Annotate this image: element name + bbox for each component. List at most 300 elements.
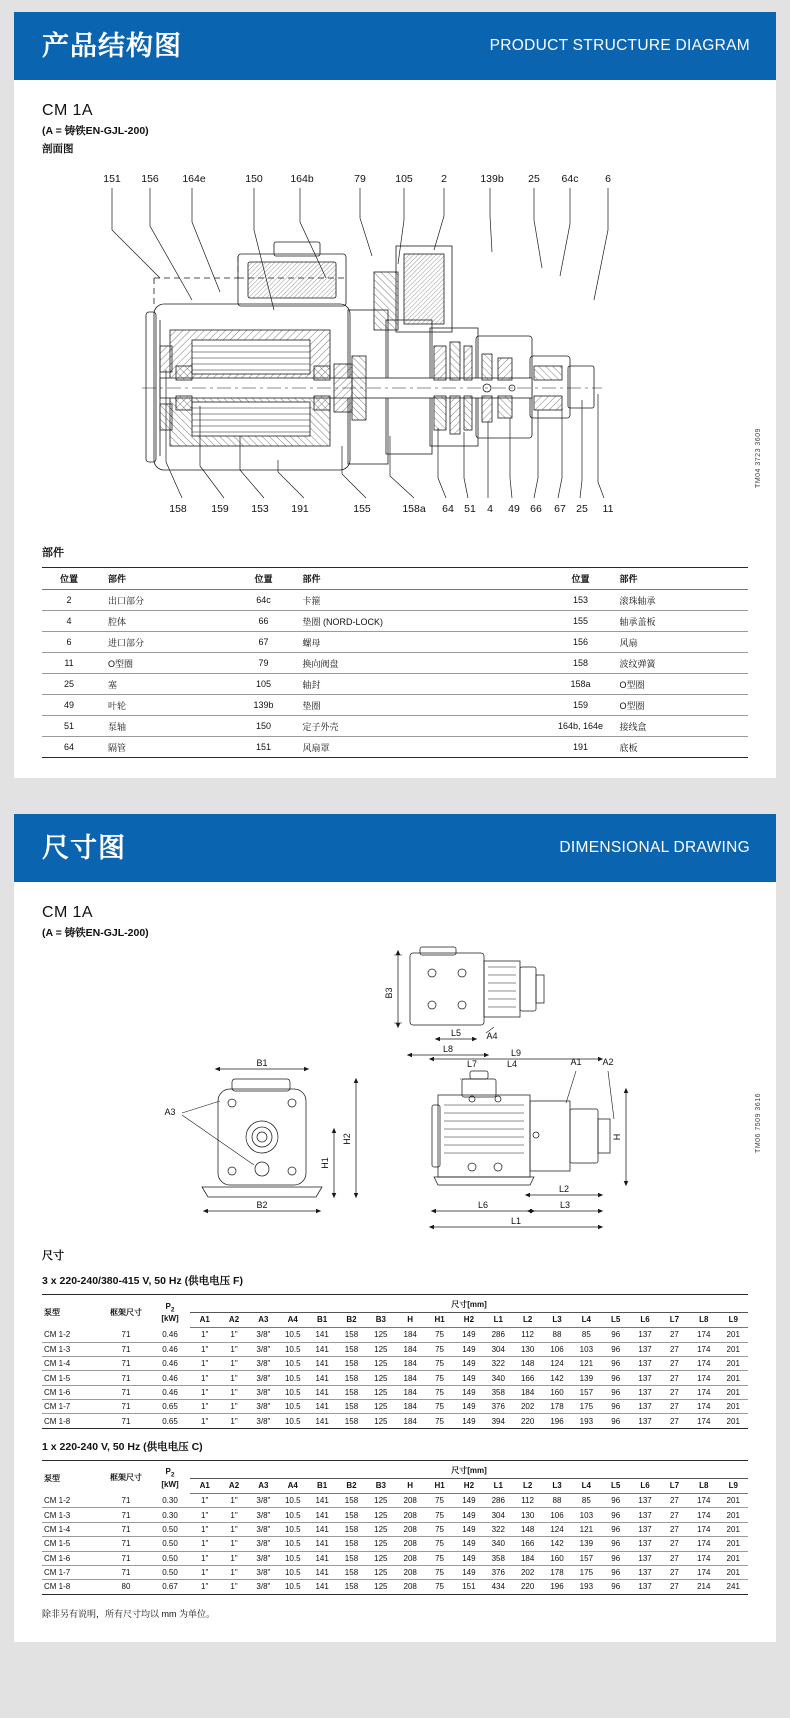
cell-dimension-a1: 1" — [190, 1385, 219, 1399]
cell-dimension-a3: 3/8" — [249, 1371, 278, 1385]
col-header-l5: L5 — [601, 1313, 630, 1328]
svg-text:153: 153 — [251, 503, 269, 515]
cell-dimension-h1: 75 — [425, 1537, 454, 1551]
cell-dimension-l1: 394 — [484, 1414, 513, 1428]
part-name: O型圈 — [96, 653, 236, 674]
callout-labels-top — [103, 173, 611, 185]
svg-text:191: 191 — [291, 503, 309, 515]
part-name: 塞 — [96, 674, 236, 695]
part-name: 波纹弹簧 — [607, 653, 748, 674]
cell-dimension-l9: 201 — [718, 1565, 748, 1579]
svg-text:H1: H1 — [320, 1157, 330, 1169]
part-name: 隔管 — [96, 737, 236, 758]
dimension-header-row-group — [42, 1295, 748, 1313]
svg-text:11: 11 — [602, 503, 614, 515]
cell-dimension-l2: 184 — [513, 1385, 542, 1399]
cell-dimension-l1: 340 — [484, 1371, 513, 1385]
parts-header-row — [42, 568, 748, 590]
cell-dimension-l3: 160 — [542, 1385, 571, 1399]
part-position: 2 — [42, 590, 96, 611]
cell-dimension-l3: 88 — [542, 1328, 571, 1342]
svg-text:L8: L8 — [442, 1044, 454, 1054]
cell-dimension-l2: 202 — [513, 1400, 542, 1414]
cell-dimension-h1: 75 — [425, 1508, 454, 1522]
cell-dimension-a3: 3/8" — [249, 1565, 278, 1579]
cell-frame-size: 80 — [102, 1580, 150, 1594]
part-position: 164b, 164e — [553, 716, 607, 737]
col-header-h2: H2 — [454, 1313, 483, 1328]
cell-dimension-l5: 96 — [601, 1537, 630, 1551]
cell-dimension-a4: 10.5 — [278, 1328, 307, 1342]
cell-dimension-l9: 201 — [718, 1522, 748, 1536]
col-header-l3: L3 — [542, 1313, 571, 1328]
cell-dimension-a3: 3/8" — [249, 1580, 278, 1594]
svg-text:A2: A2 — [602, 1057, 614, 1067]
svg-text:4: 4 — [487, 503, 493, 515]
cell-dimension-l3: 106 — [542, 1342, 571, 1356]
svg-text:L3: L3 — [559, 1200, 571, 1210]
svg-text:150: 150 — [245, 173, 263, 185]
cell-dimension-l1: 304 — [484, 1508, 513, 1522]
cell-dimension-l7: 27 — [660, 1522, 689, 1536]
col-header-p2-power — [150, 1460, 190, 1493]
cell-dimension-l5: 96 — [601, 1371, 630, 1385]
cell-dimension-b2: 158 — [337, 1537, 366, 1551]
cell-pump-model: CM 1-7 — [42, 1400, 102, 1414]
cell-pump-model: CM 1-2 — [42, 1494, 102, 1508]
section2-header-band — [14, 814, 776, 882]
cell-dimension-b2: 158 — [337, 1551, 366, 1565]
section-divider-spacer — [0, 778, 790, 814]
cell-dimension-l4: 175 — [572, 1565, 601, 1579]
cell-frame-size: 71 — [102, 1328, 150, 1342]
cell-dimension-b1: 141 — [307, 1356, 336, 1370]
cell-dimension-l2: 220 — [513, 1414, 542, 1428]
top-spacer — [0, 0, 790, 12]
svg-text:B3: B3 — [384, 987, 394, 999]
cell-dimension-l3: 178 — [542, 1400, 571, 1414]
col-header-a4: A4 — [278, 1313, 307, 1328]
cell-pump-model: CM 1-6 — [42, 1551, 102, 1565]
svg-text:H2: H2 — [342, 1133, 352, 1145]
cell-dimension-a2: 1" — [219, 1328, 248, 1342]
cell-dimension-a4: 10.5 — [278, 1400, 307, 1414]
col-header-b3: B3 — [366, 1478, 395, 1493]
cell-dimension-a2: 1" — [219, 1414, 248, 1428]
cell-dimension-a4: 10.5 — [278, 1356, 307, 1370]
cell-dimension-l2: 166 — [513, 1537, 542, 1551]
cell-dimension-b3: 125 — [366, 1537, 395, 1551]
cell-p2-power: 0.30 — [150, 1508, 190, 1522]
cell-dimension-b2: 158 — [337, 1414, 366, 1428]
table-row — [42, 1414, 748, 1428]
cell-dimension-l4: 193 — [572, 1580, 601, 1594]
cell-dimension-l5: 96 — [601, 1356, 630, 1370]
svg-text:H: H — [612, 1133, 622, 1141]
col-header-frame-size: 框架尺寸 — [102, 1295, 150, 1328]
table-row — [42, 737, 748, 758]
col-header-l8: L8 — [689, 1478, 718, 1493]
col-header-h1: H1 — [425, 1478, 454, 1493]
section2-tm-code: TM06 7509 3616 — [755, 1093, 762, 1153]
col-header-a1: A1 — [190, 1478, 219, 1493]
cell-dimension-l7: 27 — [660, 1385, 689, 1399]
cell-dimension-a1: 1" — [190, 1508, 219, 1522]
cell-dimension-b3: 125 — [366, 1342, 395, 1356]
cell-pump-model: CM 1-3 — [42, 1508, 102, 1522]
section2-title-en: DIMENSIONAL DRAWING — [559, 839, 750, 856]
dimensions-heading: 尺寸 — [42, 1250, 64, 1262]
cell-dimension-h: 208 — [396, 1580, 425, 1594]
part-name: 轴封 — [290, 674, 553, 695]
cell-dimension-l8: 174 — [689, 1328, 718, 1342]
section1-body — [14, 80, 776, 778]
cell-dimension-a1: 1" — [190, 1565, 219, 1579]
cell-dimension-h2: 149 — [454, 1400, 483, 1414]
cell-dimension-b2: 158 — [337, 1508, 366, 1522]
svg-text:158: 158 — [169, 503, 187, 515]
svg-text:156: 156 — [141, 173, 159, 185]
cell-dimension-l7: 27 — [660, 1371, 689, 1385]
cell-dimension-l5: 96 — [601, 1551, 630, 1565]
section1-view-label: 剖面图 — [42, 143, 74, 155]
svg-text:L7: L7 — [466, 1059, 478, 1069]
parts-col-name-1: 部件 — [96, 568, 236, 590]
section1-title-en: PRODUCT STRUCTURE DIAGRAM — [489, 37, 750, 54]
table-row — [42, 695, 748, 716]
cell-dimension-h1: 75 — [425, 1371, 454, 1385]
cell-dimension-a4: 10.5 — [278, 1580, 307, 1594]
callout-leaders-top — [112, 188, 608, 310]
cell-pump-model: CM 1-8 — [42, 1580, 102, 1594]
cell-dimension-b1: 141 — [307, 1508, 336, 1522]
cell-dimension-l6: 137 — [630, 1537, 659, 1551]
cell-dimension-l6: 137 — [630, 1551, 659, 1565]
cell-pump-model: CM 1-5 — [42, 1371, 102, 1385]
cell-dimension-l9: 201 — [718, 1371, 748, 1385]
bottom-spacer — [0, 1642, 790, 1656]
cell-p2-power: 0.46 — [150, 1328, 190, 1342]
cell-frame-size: 71 — [102, 1522, 150, 1536]
part-name: 定子外壳 — [290, 716, 553, 737]
cell-dimension-l2: 112 — [513, 1494, 542, 1508]
part-name: 卡箍 — [290, 590, 553, 611]
cell-dimension-l7: 27 — [660, 1551, 689, 1565]
cell-dimension-b3: 125 — [366, 1551, 395, 1565]
cell-dimension-l8: 174 — [689, 1508, 718, 1522]
part-name: 进口部分 — [96, 632, 236, 653]
cell-dimension-l6: 137 — [630, 1522, 659, 1536]
cell-dimension-a1: 1" — [190, 1551, 219, 1565]
part-position: 79 — [236, 653, 290, 674]
cell-dimension-l4: 157 — [572, 1385, 601, 1399]
cell-dimension-a1: 1" — [190, 1342, 219, 1356]
section2-title-cn: 尺寸图 — [42, 832, 126, 863]
cell-dimension-l9: 241 — [718, 1580, 748, 1594]
cell-dimension-b3: 125 — [366, 1508, 395, 1522]
table-row — [42, 716, 748, 737]
svg-text:L4: L4 — [506, 1059, 518, 1069]
section2-model-name: CM 1A — [42, 904, 93, 921]
section1-material-note: (A = 铸铁EN-GJL-200) — [42, 125, 149, 137]
col-header-a2: A2 — [219, 1313, 248, 1328]
parts-col-pos-1: 位置 — [42, 568, 96, 590]
cell-dimension-b3: 125 — [366, 1400, 395, 1414]
cell-dimension-l9: 201 — [718, 1328, 748, 1342]
cell-dimension-a3: 3/8" — [249, 1508, 278, 1522]
cell-dimension-l7: 27 — [660, 1508, 689, 1522]
cell-pump-model: CM 1-6 — [42, 1385, 102, 1399]
cell-dimension-h2: 149 — [454, 1414, 483, 1428]
col-header-h1: H1 — [425, 1313, 454, 1328]
p2-unit: [kW] — [161, 1479, 179, 1489]
dimension-table — [42, 1294, 748, 1429]
svg-text:158a: 158a — [402, 503, 426, 515]
part-name: 垫圈 — [290, 695, 553, 716]
dimensions-footnote: 除非另有说明，所有尺寸均以 mm 为单位。 — [42, 1608, 215, 1619]
cell-dimension-b1: 141 — [307, 1565, 336, 1579]
cell-dimension-h: 184 — [396, 1328, 425, 1342]
cell-dimension-a3: 3/8" — [249, 1494, 278, 1508]
table-row — [42, 1508, 748, 1522]
cell-dimension-l1: 322 — [484, 1356, 513, 1370]
cell-dimension-h2: 149 — [454, 1551, 483, 1565]
cell-dimension-l4: 157 — [572, 1551, 601, 1565]
cell-dimension-l6: 137 — [630, 1414, 659, 1428]
cell-dimension-a4: 10.5 — [278, 1551, 307, 1565]
section1-title-cn: 产品结构图 — [42, 30, 182, 61]
col-header-b2: B2 — [337, 1478, 366, 1493]
cell-dimension-b1: 141 — [307, 1537, 336, 1551]
col-header-a2: A2 — [219, 1478, 248, 1493]
part-position: 6 — [42, 632, 96, 653]
cell-frame-size: 71 — [102, 1494, 150, 1508]
cell-dimension-h: 208 — [396, 1551, 425, 1565]
cell-dimension-l8: 174 — [689, 1537, 718, 1551]
cell-dimension-l9: 201 — [718, 1537, 748, 1551]
cell-dimension-l9: 201 — [718, 1508, 748, 1522]
cell-dimension-l9: 201 — [718, 1551, 748, 1565]
parts-table-head — [42, 568, 748, 590]
section2-body — [14, 882, 776, 1642]
cell-dimension-l1: 286 — [484, 1494, 513, 1508]
cell-dimension-l7: 27 — [660, 1400, 689, 1414]
table-row — [42, 1522, 748, 1536]
cell-dimension-l6: 137 — [630, 1342, 659, 1356]
cell-dimension-l1: 434 — [484, 1580, 513, 1594]
dimensional-drawing — [42, 943, 762, 1233]
col-header-l7: L7 — [660, 1313, 689, 1328]
parts-col-pos-3: 位置 — [553, 568, 607, 590]
cell-dimension-h2: 149 — [454, 1342, 483, 1356]
cell-pump-model: CM 1-8 — [42, 1414, 102, 1428]
col-header-l4: L4 — [572, 1313, 601, 1328]
svg-text:A3: A3 — [164, 1107, 176, 1117]
p2-subscript: 2 — [170, 1472, 175, 1480]
cell-dimension-h2: 149 — [454, 1494, 483, 1508]
cell-dimension-b3: 125 — [366, 1522, 395, 1536]
cell-dimension-a4: 10.5 — [278, 1342, 307, 1356]
part-name: 接线盒 — [607, 716, 748, 737]
cell-dimension-l6: 137 — [630, 1371, 659, 1385]
cell-dimension-l6: 137 — [630, 1494, 659, 1508]
cell-dimension-b2: 158 — [337, 1580, 366, 1594]
cell-dimension-b1: 141 — [307, 1551, 336, 1565]
cell-p2-power: 0.65 — [150, 1414, 190, 1428]
cell-dimension-l2: 148 — [513, 1356, 542, 1370]
cell-dimension-b1: 141 — [307, 1342, 336, 1356]
col-header-a3: A3 — [249, 1313, 278, 1328]
cell-dimension-l8: 174 — [689, 1551, 718, 1565]
cell-dimension-h2: 149 — [454, 1565, 483, 1579]
table-row — [42, 590, 748, 611]
cell-dimension-a3: 3/8" — [249, 1342, 278, 1356]
cell-dimension-b1: 141 — [307, 1414, 336, 1428]
cell-dimension-b2: 158 — [337, 1328, 366, 1342]
cell-dimension-b2: 158 — [337, 1494, 366, 1508]
cell-dimension-l6: 137 — [630, 1356, 659, 1370]
col-header-h: H — [396, 1478, 425, 1493]
cell-dimension-l8: 174 — [689, 1494, 718, 1508]
p2-subscript: 2 — [170, 1306, 175, 1314]
section1-tm-code: TM04 3723 3609 — [755, 428, 762, 488]
cell-dimension-h1: 75 — [425, 1328, 454, 1342]
table-row — [42, 1371, 748, 1385]
cell-dimension-l7: 27 — [660, 1342, 689, 1356]
cell-dimension-a1: 1" — [190, 1400, 219, 1414]
cell-dimension-h1: 75 — [425, 1342, 454, 1356]
cell-dimension-l4: 121 — [572, 1522, 601, 1536]
cell-dimension-l4: 103 — [572, 1342, 601, 1356]
cell-dimension-l3: 124 — [542, 1356, 571, 1370]
cell-dimension-h: 208 — [396, 1494, 425, 1508]
cell-dimension-a4: 10.5 — [278, 1565, 307, 1579]
cell-dimension-l4: 193 — [572, 1414, 601, 1428]
cell-dimension-a2: 1" — [219, 1522, 248, 1536]
col-header-h2: H2 — [454, 1478, 483, 1493]
section-product-structure — [14, 12, 776, 778]
p2-symbol: $P_2$ — [165, 1467, 175, 1480]
cell-dimension-l3: 106 — [542, 1508, 571, 1522]
cell-dimension-l3: 142 — [542, 1537, 571, 1551]
svg-text:L6: L6 — [477, 1200, 489, 1210]
cell-pump-model: CM 1-3 — [42, 1342, 102, 1356]
p2-symbol: $P_2$ — [165, 1301, 175, 1314]
cell-p2-power: 0.50 — [150, 1565, 190, 1579]
cell-dimension-h: 184 — [396, 1400, 425, 1414]
cell-dimension-b2: 158 — [337, 1400, 366, 1414]
cell-dimension-a1: 1" — [190, 1522, 219, 1536]
col-header-frame-size: 框架尺寸 — [102, 1460, 150, 1493]
cell-dimension-l5: 96 — [601, 1342, 630, 1356]
col-header-l9: L9 — [718, 1478, 748, 1493]
top-view-drawing — [384, 947, 544, 1055]
cell-p2-power: 0.50 — [150, 1537, 190, 1551]
svg-text:66: 66 — [530, 503, 542, 515]
col-header-h: H — [396, 1313, 425, 1328]
svg-text:2: 2 — [441, 173, 447, 185]
cell-dimension-a3: 3/8" — [249, 1385, 278, 1399]
voltage-variant-title: 3 x 220-240/380-415 V, 50 Hz (供电电压 F) — [42, 1275, 243, 1287]
cell-frame-size: 71 — [102, 1400, 150, 1414]
col-header-dimensions-group: 尺寸[mm] — [190, 1295, 748, 1313]
cell-dimension-b3: 125 — [366, 1414, 395, 1428]
col-header-l1: L1 — [484, 1478, 513, 1493]
cell-frame-size: 71 — [102, 1356, 150, 1370]
col-header-l6: L6 — [630, 1478, 659, 1493]
part-name: 泵轴 — [96, 716, 236, 737]
cell-dimension-a3: 3/8" — [249, 1356, 278, 1370]
cell-dimension-l1: 286 — [484, 1328, 513, 1342]
section2-material-note: (A = 铸铁EN-GJL-200) — [42, 927, 149, 939]
part-position: 153 — [553, 590, 607, 611]
cell-dimension-l1: 340 — [484, 1537, 513, 1551]
dimension-table-body — [42, 1328, 748, 1429]
svg-text:64c: 64c — [561, 173, 579, 185]
dimension-table — [42, 1460, 748, 1595]
cell-dimension-b2: 158 — [337, 1522, 366, 1536]
pump-dimension-svg — [42, 943, 742, 1233]
cell-dimension-a4: 10.5 — [278, 1414, 307, 1428]
col-header-l8: L8 — [689, 1313, 718, 1328]
cell-dimension-l3: 160 — [542, 1551, 571, 1565]
cell-dimension-a2: 1" — [219, 1565, 248, 1579]
cell-dimension-l1: 358 — [484, 1385, 513, 1399]
cell-dimension-h2: 149 — [454, 1328, 483, 1342]
cell-dimension-b1: 141 — [307, 1400, 336, 1414]
cell-dimension-b3: 125 — [366, 1494, 395, 1508]
cell-dimension-a2: 1" — [219, 1371, 248, 1385]
cell-pump-model: CM 1-7 — [42, 1565, 102, 1579]
cell-dimension-h1: 75 — [425, 1494, 454, 1508]
col-header-l6: L6 — [630, 1313, 659, 1328]
svg-text:64: 64 — [442, 503, 454, 515]
svg-text:L5: L5 — [450, 1028, 462, 1038]
section1-model-name: CM 1A — [42, 102, 93, 119]
cell-dimension-l4: 175 — [572, 1400, 601, 1414]
col-header-pump-model: 泵型 — [42, 1295, 102, 1328]
cell-dimension-l8: 174 — [689, 1371, 718, 1385]
svg-text:79: 79 — [354, 173, 366, 185]
cell-frame-size: 71 — [102, 1414, 150, 1428]
table-row — [42, 1551, 748, 1565]
cell-dimension-l8: 174 — [689, 1385, 718, 1399]
cell-dimension-l2: 202 — [513, 1565, 542, 1579]
cell-dimension-l5: 96 — [601, 1508, 630, 1522]
cell-dimension-h: 208 — [396, 1537, 425, 1551]
cell-dimension-l8: 214 — [689, 1580, 718, 1594]
cell-dimension-l3: 196 — [542, 1580, 571, 1594]
part-name: 出口部分 — [96, 590, 236, 611]
cell-dimension-a1: 1" — [190, 1371, 219, 1385]
col-header-pump-model: 泵型 — [42, 1460, 102, 1493]
cell-dimension-l8: 174 — [689, 1342, 718, 1356]
part-name: 底板 — [607, 737, 748, 758]
col-header-b3: B3 — [366, 1313, 395, 1328]
part-position: 64 — [42, 737, 96, 758]
col-header-a3: A3 — [249, 1478, 278, 1493]
cell-dimension-l1: 358 — [484, 1551, 513, 1565]
cell-dimension-l9: 201 — [718, 1356, 748, 1370]
cell-dimension-l6: 137 — [630, 1580, 659, 1594]
part-position: 11 — [42, 653, 96, 674]
p2-unit: [kW] — [161, 1313, 179, 1323]
cell-dimension-b2: 158 — [337, 1385, 366, 1399]
cell-dimension-l2: 166 — [513, 1371, 542, 1385]
dimension-tables-container — [42, 1273, 748, 1595]
cell-dimension-b3: 125 — [366, 1385, 395, 1399]
cell-dimension-l2: 184 — [513, 1551, 542, 1565]
